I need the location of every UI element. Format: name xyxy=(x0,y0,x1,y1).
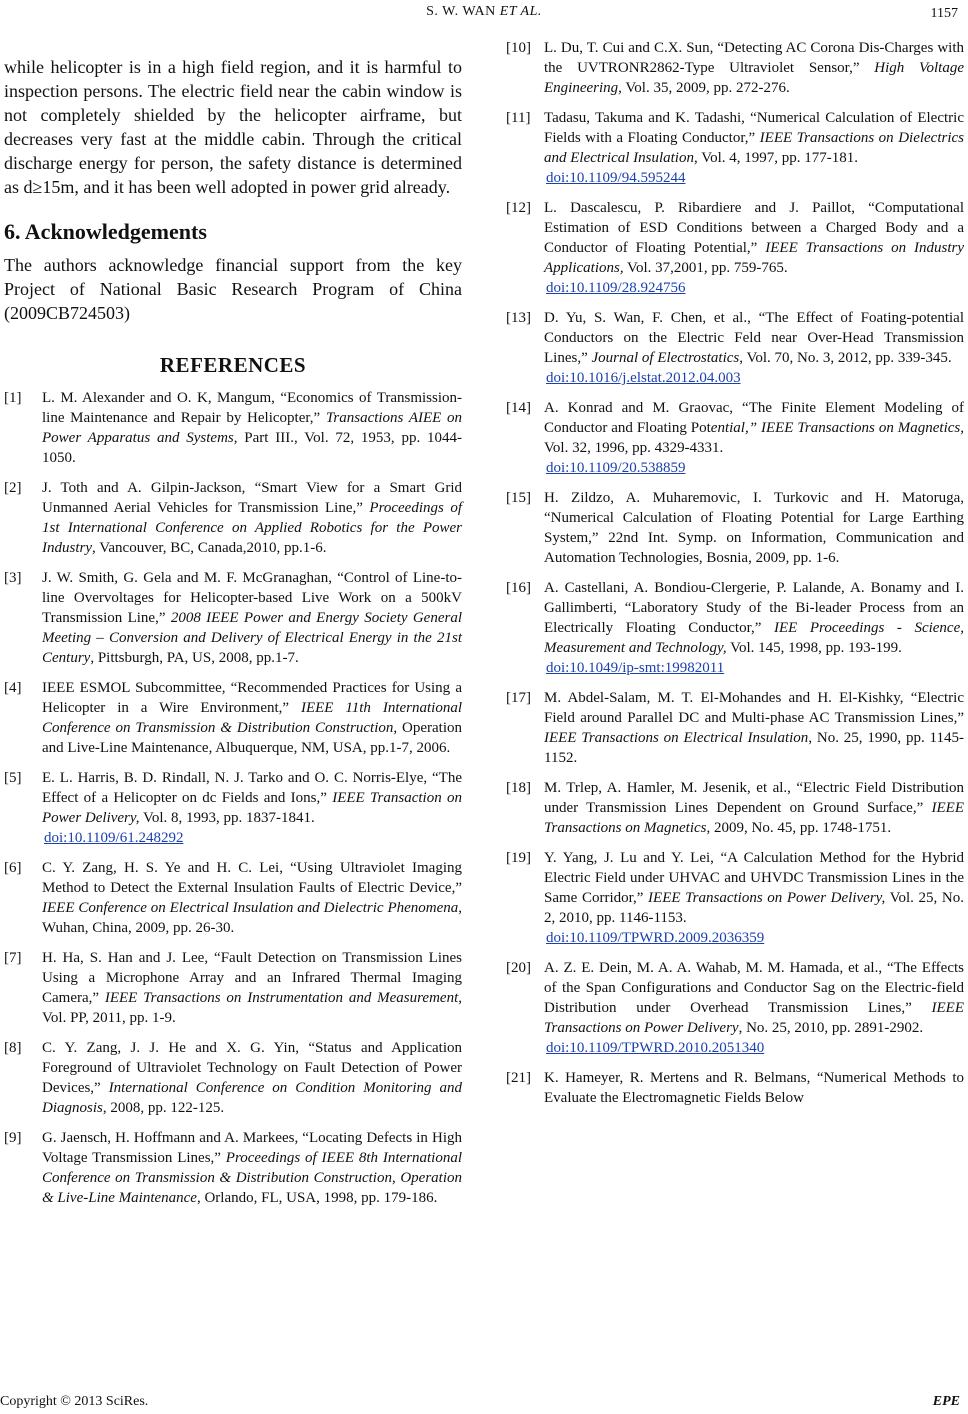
reference-venue: Proceedings of IEEE 8th International Conference on Transmission & Distribution Construction, Operation & Live-Line Maintenance xyxy=(42,1150,462,1206)
reference-details: , Vancouver, BC, Canada,2010, pp.1-6. xyxy=(92,540,327,556)
reference-authors-title: M. Trlep, A. Hamler, M. Jesenik, et al., “Electric Field Distribution under Transmission Lines Dependent on Ground Surface,” xyxy=(544,780,964,816)
reference-details: , 2008, pp. 122-125. xyxy=(102,1100,225,1116)
reference-number: [17] xyxy=(506,690,531,706)
reference-number: [7] xyxy=(4,950,22,966)
reference-authors-title: A. Konrad and M. Graovac, “The Finite Element Modeling of Conductor and Floating Pot xyxy=(544,400,964,436)
reference-details: Vol. 8, 1993, pp. 1837-1841. xyxy=(139,810,315,826)
reference-entry xyxy=(4,568,462,668)
reference-details: , Part III., Vol. 72, 1953, pp. 1044-1050. xyxy=(42,430,462,466)
reference-details: Vol. 145, 1998, pp. 193-199. xyxy=(726,640,902,656)
reference-venue: IEEE Transactions on Magnetics xyxy=(544,800,964,836)
reference-doi-link[interactable]: doi:10.1109/TPWRD.2009.2036359 xyxy=(546,930,765,946)
reference-authors-title: L. Dascalescu, P. Ribardiere and J. Paillot, “Computational Estimation of ESD Conditions between a Charged Body and a Conductor of Floating Potential,” xyxy=(544,200,964,256)
reference-text xyxy=(544,850,964,926)
left-column xyxy=(4,55,462,1218)
reference-venue: IEEE 11th International Conference on Transmission & Distribution Construction, xyxy=(42,700,462,736)
reference-doi-link[interactable]: doi:10.1109/94.595244 xyxy=(546,170,686,186)
reference-venue: IEEE Transactions on Power Delivery xyxy=(544,1000,964,1036)
reference-text xyxy=(544,310,964,366)
copyright-notice: Copyright © 2013 SciRes. xyxy=(0,1394,149,1409)
reference-text xyxy=(544,690,964,766)
reference-authors-title: L. Du, T. Cui and C.X. Sun, “Detecting AC Corona Dis-Charges with the UVTRONR2862-Type Ultraviolet Sensor,” xyxy=(544,40,964,76)
acknowledgements-text: The authors acknowledge financial support from the key Project of National Basic Research Program of China (2009CB724503) xyxy=(4,255,462,323)
reference-authors-title: J. W. Smith, G. Gela and M. F. McGranaghan, “Control of Line-to-line Overvoltages for Helicopter-based Live Work on a 500kV Transmission Line,” xyxy=(42,570,462,626)
reference-authors-title: E. L. Harris, B. D. Rindall, N. J. Tarko and O. C. Norris-Elye, “The Effect of a Helicopter on dc Fields and Ions,” xyxy=(42,770,462,806)
reference-venue: International Conference on Condition Monitoring and Diagnosis xyxy=(42,1080,462,1116)
reference-doi-link[interactable]: doi:10.1109/20.538859 xyxy=(546,460,686,476)
reference-number: [21] xyxy=(506,1070,531,1086)
reference-venue: IEEE Transactions on Electrical Insulation xyxy=(544,730,809,746)
reference-text xyxy=(544,490,964,566)
reference-entry xyxy=(506,1068,964,1108)
reference-details: , Vol. 4, 1997, pp. 177-181. xyxy=(693,150,859,166)
reference-authors-title: D. Yu, S. Wan, F. Chen, et al., “The Effect of Foating-potential Conductors on the Electric Feld near Over-Head Transmission Lines,” xyxy=(544,310,964,366)
reference-authors-title: IEEE ESMOL Subcommittee, “Recommended Practices for Using a Helicopter in a Wire Environment,” xyxy=(42,680,462,716)
reference-entry xyxy=(506,198,964,298)
running-title xyxy=(0,4,968,20)
reference-number: [9] xyxy=(4,1130,22,1146)
reference-authors-title: K. Hameyer, R. Mertens and R. Belmans, “Numerical Methods to Evaluate the Electromagnetic Fields Below xyxy=(544,1070,964,1106)
reference-details: , No. 25, 1990, pp. 1145-1152. xyxy=(544,730,964,766)
reference-entry xyxy=(506,308,964,388)
reference-details: Vol. 37,2001, pp. 759-765. xyxy=(623,260,788,276)
running-header xyxy=(0,4,968,28)
running-title-etal: ET AL. xyxy=(499,4,542,19)
reference-entry xyxy=(506,578,964,678)
reference-number: [12] xyxy=(506,200,531,216)
reference-authors-title: M. Abdel-Salam, M. T. El-Mohandes and H. El-Kishky, “Electric Field around Parallel DC and Multi-phase AC Transmission Lines,” xyxy=(544,690,964,726)
reference-venue: 2008 IEEE Power and Energy Society General Meeting – Conversion and Delivery of Electrical Energy in the 21st Century xyxy=(42,610,462,666)
reference-entry xyxy=(506,958,964,1058)
reference-venue: Proceedings of 1st International Conference on Applied Robotics for the Power Industry xyxy=(42,500,462,556)
reference-entry xyxy=(506,488,964,568)
reference-number: [2] xyxy=(4,480,22,496)
reference-details: Vol. 25, No. 2, 2010, pp. 1146-1153. xyxy=(544,890,964,926)
reference-list-right xyxy=(506,38,964,1108)
reference-number: [5] xyxy=(4,770,22,786)
reference-entry xyxy=(4,948,462,1028)
reference-authors-title: H. Ha, S. Han and J. Lee, “Fault Detection on Transmission Lines Using a Microphone Array and an Infrared Thermal Imaging Camera,” xyxy=(42,950,462,1006)
reference-number: [10] xyxy=(506,40,531,56)
reference-text xyxy=(544,1070,964,1106)
reference-number: [1] xyxy=(4,390,22,406)
reference-number: [20] xyxy=(506,960,531,976)
reference-venue: Journal of Electrostatics xyxy=(591,350,740,366)
reference-number: [11] xyxy=(506,110,531,126)
reference-details: , Vol. 35, 2009, pp. 272-276. xyxy=(618,80,790,96)
reference-entry xyxy=(4,858,462,938)
reference-venue: Transactions AIEE on Power Apparatus and Systems xyxy=(42,410,462,446)
reference-venue: IEEE Transaction on Power Delivery, xyxy=(42,790,462,826)
reference-venue: ential,” IEEE Transactions on Magnetics, xyxy=(710,420,964,436)
reference-text xyxy=(544,400,964,456)
reference-venue: IEE Proceedings - Science, Measurement and Technology, xyxy=(544,620,964,656)
reference-authors-title: C. Y. Zang, J. J. He and X. G. Yin, “Status and Application Foreground of Ultraviolet Technology on Fault Detection of Power Devices,” xyxy=(42,1040,462,1096)
reference-text xyxy=(544,960,964,1036)
reference-doi-link[interactable]: doi:10.1016/j.elstat.2012.04.003 xyxy=(546,370,741,386)
reference-text xyxy=(42,1130,462,1206)
reference-list-left xyxy=(4,388,462,1208)
reference-details: Vol. 32, 1996, pp. 4329-4331. xyxy=(544,440,724,456)
reference-venue: IEEE Transactions on Dielectrics and Electrical Insulation xyxy=(544,130,964,166)
reference-text xyxy=(42,480,462,556)
reference-entry xyxy=(4,768,462,848)
reference-number: [16] xyxy=(506,580,531,596)
reference-text xyxy=(42,390,462,466)
reference-number: [8] xyxy=(4,1040,22,1056)
reference-number: [13] xyxy=(506,310,531,326)
reference-doi-link[interactable]: doi:10.1109/61.248292 xyxy=(44,830,184,846)
running-title-authors: S. W. WAN xyxy=(426,4,496,19)
reference-entry xyxy=(4,478,462,558)
reference-authors-title: A. Castellani, A. Bondiou-Clergerie, P. Lalande, A. Bonamy and I. Gallimberti, “Laboratory Study of the Bi-leader Process from an Electrically Floating Conductor,” xyxy=(544,580,964,636)
reference-venue: IEEE Transactions on Industry Applications, xyxy=(544,240,965,276)
reference-venue: IEEE Conference on Electrical Insulation and Dielectric Phenomena xyxy=(42,900,459,916)
reference-venue: IEEE Transactions on Power Delivery, xyxy=(648,890,886,906)
journal-abbreviation: EPE xyxy=(932,1394,960,1409)
reference-text xyxy=(42,860,462,936)
reference-number: [15] xyxy=(506,490,531,506)
reference-number: [14] xyxy=(506,400,531,416)
reference-details: Operation and Live-Line Maintenance, Albuquerque, NM, USA, pp.1-7, 2006. xyxy=(42,720,463,756)
reference-authors-title: A. Z. E. Dein, M. A. A. Wahab, M. M. Hamada, et al., “The Effects of the Span Configurations and Conductor Sag on the Electric-field Distribution under Overhead Transmission Lines,” xyxy=(544,960,964,1016)
reference-doi-link[interactable]: doi:10.1049/ip-smt:19982011 xyxy=(546,660,725,676)
reference-doi-link[interactable]: doi:10.1109/TPWRD.2010.2051340 xyxy=(546,1040,765,1056)
reference-authors-title: J. Toth and A. Gilpin-Jackson, “Smart View for a Smart Grid Unmanned Aerial Vehicles for Transmission Line,” xyxy=(42,480,462,516)
reference-text xyxy=(42,570,462,666)
reference-details: Vol. PP, 2011, pp. 1-9. xyxy=(42,1010,176,1026)
page-number: 1157 xyxy=(930,6,958,21)
reference-text xyxy=(544,40,964,96)
intro-paragraph: while helicopter is in a high field region, and it is harmful to inspection persons. The electric field near the cabin window is not completely shielded by the helicopter airframe, but decreases very fast at the middle cabin. Through the critical discharge energy for person, the safety distance is determined as d≥15m, and it has been well adopted in power grid already. xyxy=(4,57,462,197)
reference-entry xyxy=(506,848,964,948)
reference-venue: IEEE Transactions on Instrumentation and Measurement, xyxy=(104,990,462,1006)
right-column xyxy=(506,38,964,1118)
reference-details: , 2009, No. 45, pp. 1748-1751. xyxy=(706,820,892,836)
acknowledgements-heading: 6. Acknowledgements xyxy=(4,219,207,244)
reference-entry xyxy=(4,1128,462,1208)
reference-details: , No. 25, 2010, pp. 2891-2902. xyxy=(738,1020,924,1036)
reference-authors-title: Y. Yang, J. Lu and Y. Lei, “A Calculation Method for the Hybrid Electric Field under UHVAC and UHVDC Transmission Lines in the Same Corridor,” xyxy=(544,850,964,906)
references-heading: REFERENCES xyxy=(159,353,307,377)
reference-text xyxy=(544,780,964,836)
reference-text xyxy=(42,680,462,756)
reference-text xyxy=(42,1040,462,1116)
reference-text xyxy=(42,770,462,826)
reference-number: [6] xyxy=(4,860,22,876)
reference-text xyxy=(544,580,964,656)
reference-entry xyxy=(4,388,462,468)
reference-authors-title: L. M. Alexander and O. K, Mangum, “Economics of Transmission-line Maintenance and Repair by Helicopter,” xyxy=(42,390,462,426)
reference-venue: High Voltage Engineering xyxy=(544,60,964,96)
reference-entry xyxy=(4,678,462,758)
reference-doi-link[interactable]: doi:10.1109/28.924756 xyxy=(546,280,686,296)
reference-number: [19] xyxy=(506,850,531,866)
reference-details: , Wuhan, China, 2009, pp. 26-30. xyxy=(42,900,462,936)
reference-authors-title: Tadasu, Takuma and K. Tadashi, “Numerical Calculation of Electric Fields with a Floating Conductor,” xyxy=(544,110,964,146)
reference-entry xyxy=(506,38,964,98)
reference-text xyxy=(544,200,964,276)
reference-text xyxy=(42,950,462,1026)
reference-number: [4] xyxy=(4,680,22,696)
reference-authors-title: H. Zildzo, A. Muharemovic, I. Turkovic and H. Matoruga, “Numerical Calculation of Floating Potential for Large Earthing System,” 22nd Int. Symp. on Information, Communication and Automation Technologies, Bosnia, 2009, pp. 1-6. xyxy=(544,490,964,566)
reference-authors-title: C. Y. Zang, H. S. Ye and H. C. Lei, “Using Ultraviolet Imaging Method to Detect the External Insulation Faults of Electric Device,” xyxy=(42,860,462,896)
reference-entry xyxy=(4,1038,462,1118)
reference-authors-title: G. Jaensch, H. Hoffmann and A. Markees, “Locating Defects in High Voltage Transmission Lines,” xyxy=(42,1130,462,1166)
reference-number: [3] xyxy=(4,570,22,586)
reference-details: , Orlando, FL, USA, 1998, pp. 179-186. xyxy=(196,1190,438,1206)
reference-text xyxy=(544,110,964,166)
reference-entry xyxy=(506,108,964,188)
reference-details: , Vol. 70, No. 3, 2012, pp. 339-345. xyxy=(739,350,952,366)
reference-details: , Pittsburgh, PA, US, 2008, pp.1-7. xyxy=(90,650,299,666)
reference-number: [18] xyxy=(506,780,531,796)
reference-entry xyxy=(506,688,964,768)
reference-entry xyxy=(506,398,964,478)
reference-entry xyxy=(506,778,964,838)
